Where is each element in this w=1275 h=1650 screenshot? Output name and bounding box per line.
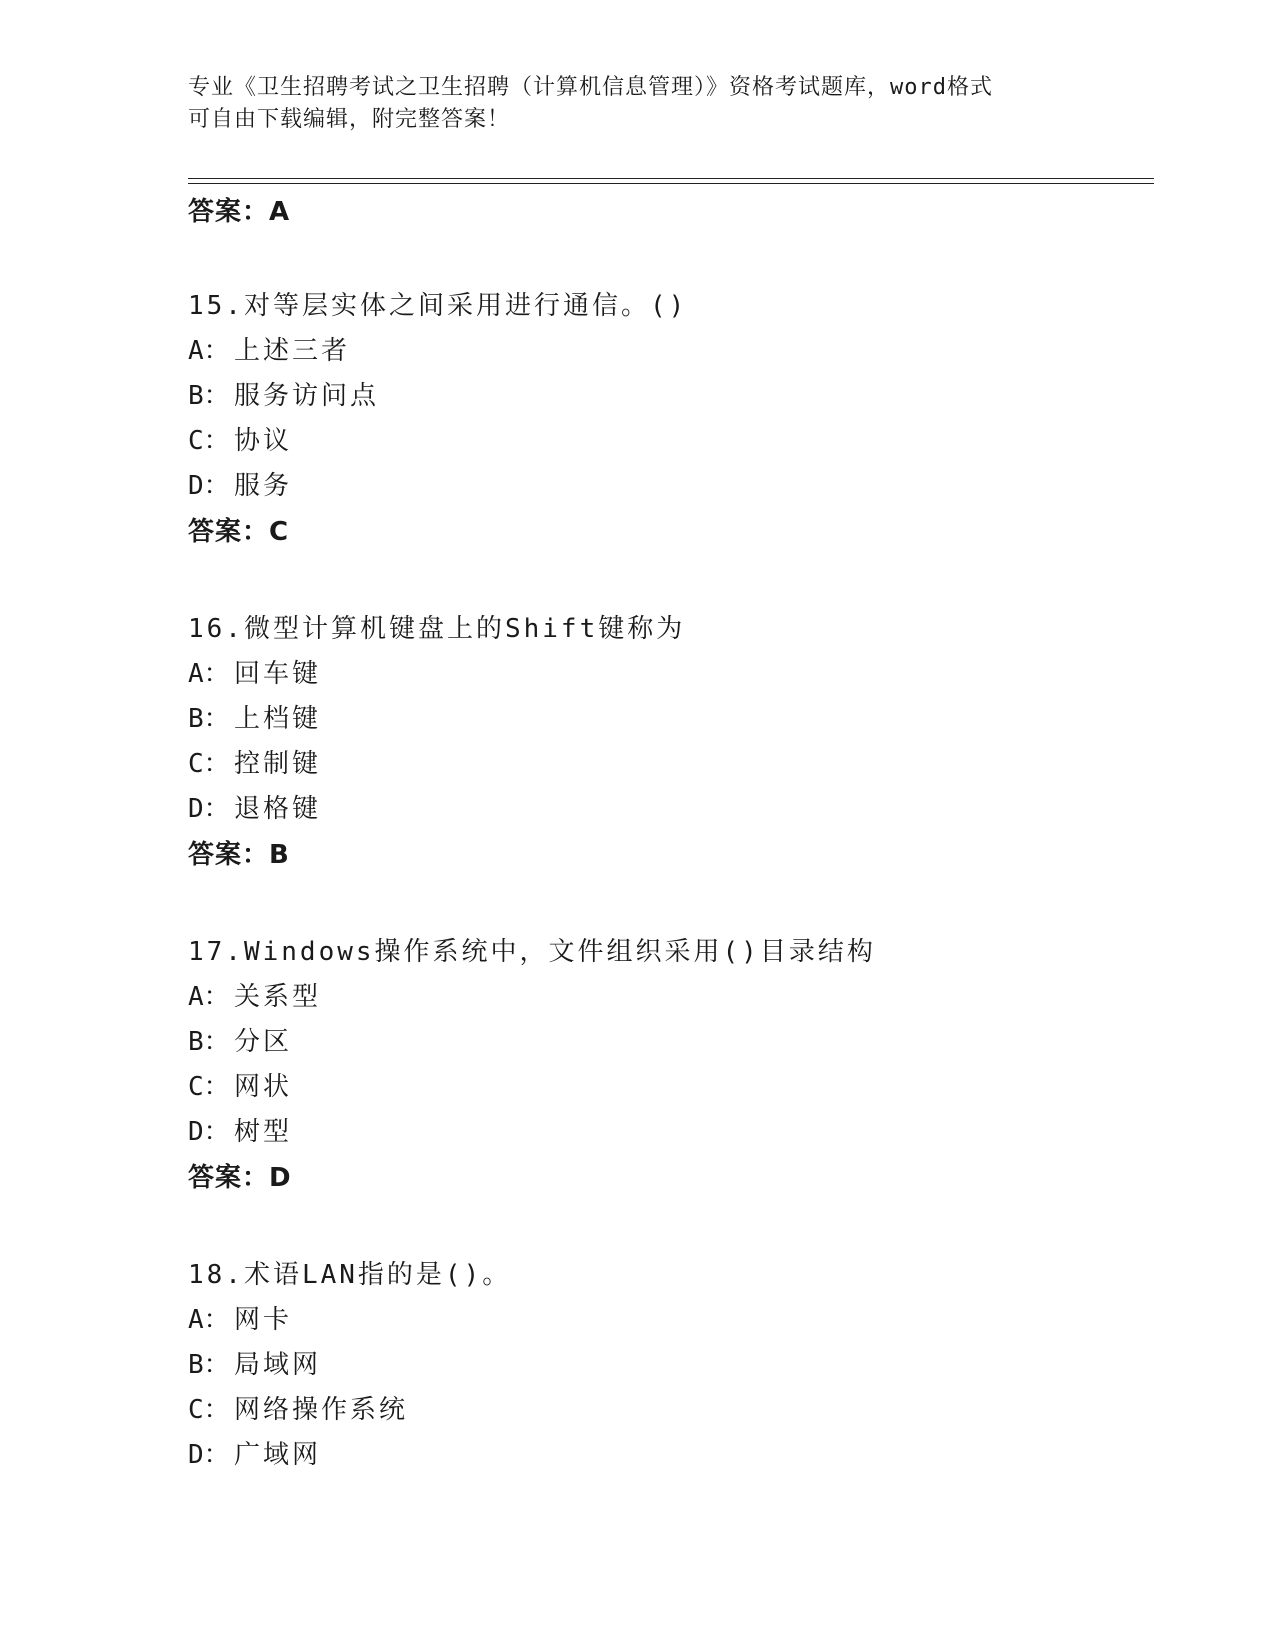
option-text: 树型 [234, 1117, 293, 1147]
previous-answer: 答案：A [188, 197, 291, 227]
question-option [188, 1343, 1148, 1388]
question-answer: 答案：D [188, 1163, 292, 1193]
option-letter: A： [188, 659, 230, 689]
option-letter: A： [188, 1305, 230, 1335]
question-option [188, 697, 1148, 742]
option-letter: A： [188, 336, 230, 366]
question-option [188, 1065, 1148, 1110]
option-text: 上述三者 [234, 336, 351, 366]
header-line-2: 可自由下载编辑，附完整答案！ [188, 107, 511, 132]
option-text: 服务访问点 [234, 381, 380, 411]
option-letter: D： [188, 1440, 230, 1470]
question-option [188, 975, 1148, 1020]
option-text: 服务 [234, 471, 293, 501]
document-header [188, 72, 1088, 136]
question-stem: 15.对等层实体之间采用进行通信。() [188, 291, 688, 321]
question-option [188, 1020, 1148, 1065]
question-answer: 答案：B [188, 840, 290, 870]
option-letter: D： [188, 1117, 230, 1147]
option-letter: C： [188, 1395, 230, 1425]
question-option [188, 1110, 1148, 1155]
option-text: 网状 [234, 1072, 293, 1102]
header-line-1: 专业《卫生招聘考试之卫生招聘（计算机信息管理）》资格考试题库，word格式 [188, 75, 993, 100]
question-stem: 17.Windows操作系统中，文件组织采用()目录结构 [188, 937, 876, 967]
question-block [188, 607, 1148, 878]
option-text: 回车键 [234, 659, 322, 689]
option-text: 退格键 [234, 794, 322, 824]
question-option [188, 1298, 1148, 1343]
option-text: 局域网 [234, 1350, 322, 1380]
question-answer: 答案：C [188, 517, 290, 547]
option-letter: C： [188, 1072, 230, 1102]
option-letter: A： [188, 982, 230, 1012]
option-text: 网卡 [234, 1305, 293, 1335]
option-text: 网络操作系统 [234, 1395, 409, 1425]
option-text: 协议 [234, 426, 293, 456]
question-block [188, 1253, 1148, 1478]
option-text: 广域网 [234, 1440, 322, 1470]
question-option [188, 652, 1148, 697]
option-letter: B： [188, 1027, 230, 1057]
question-option [188, 374, 1148, 419]
option-text: 分区 [234, 1027, 293, 1057]
question-option [188, 1433, 1148, 1478]
option-letter: D： [188, 471, 230, 501]
option-text: 控制键 [234, 749, 322, 779]
option-letter: D： [188, 794, 230, 824]
question-block [188, 930, 1148, 1201]
question-stem: 18.术语LAN指的是()。 [188, 1260, 512, 1290]
question-list [188, 192, 1148, 1478]
question-option [188, 464, 1148, 509]
question-option [188, 787, 1148, 832]
option-text: 上档键 [234, 704, 322, 734]
question-option [188, 419, 1148, 464]
question-option [188, 1388, 1148, 1433]
option-text: 关系型 [234, 982, 322, 1012]
question-block [188, 284, 1148, 555]
option-letter: B： [188, 381, 230, 411]
option-letter: B： [188, 1350, 230, 1380]
question-stem: 16.微型计算机键盘上的Shift键称为 [188, 614, 686, 644]
option-letter: C： [188, 426, 230, 456]
header-rule-bottom [188, 183, 1154, 184]
option-letter: B： [188, 704, 230, 734]
question-option [188, 742, 1148, 787]
option-letter: C： [188, 749, 230, 779]
header-rule-top [188, 178, 1154, 179]
question-option [188, 329, 1148, 374]
